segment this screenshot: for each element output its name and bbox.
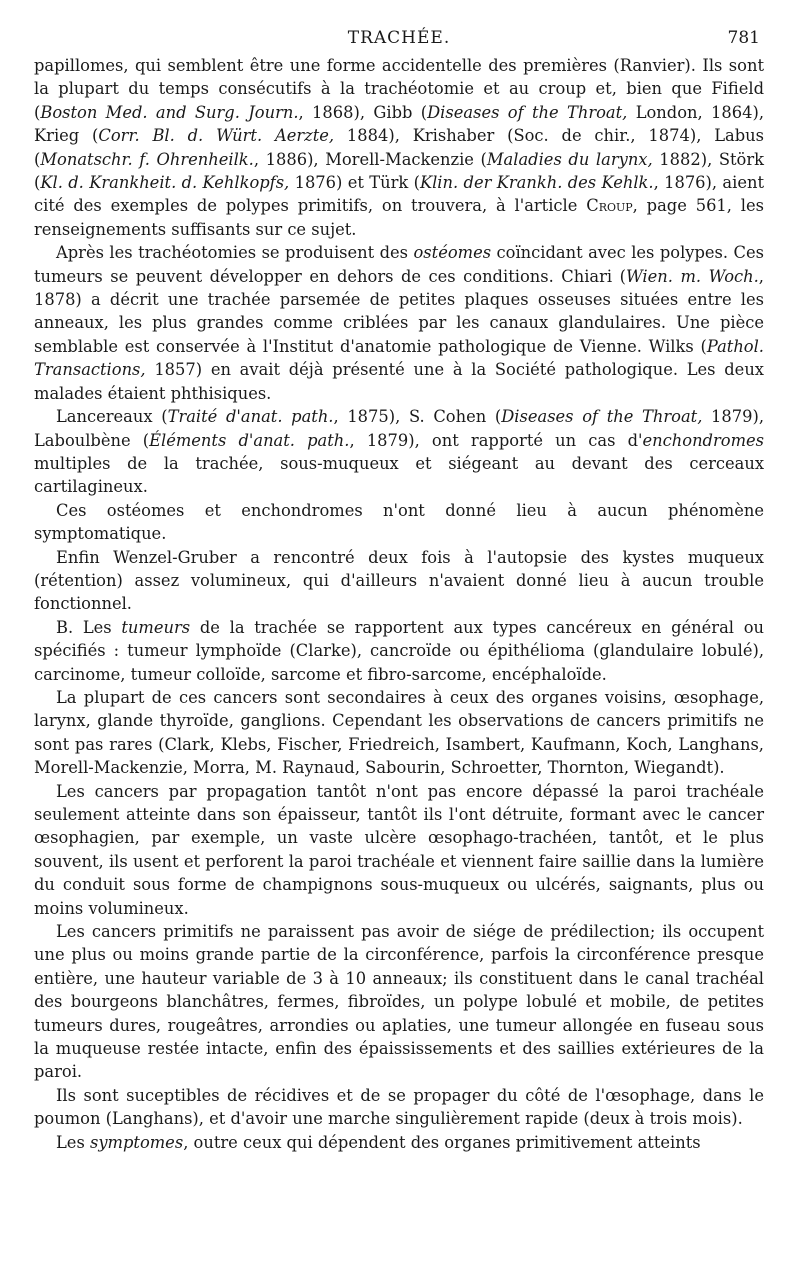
text-run: Les cancers par propagation tantôt n'ont pas encore dépassé la paroi trachéale seulement atteinte dans son épaisseur, tantôt ils l'ont détruite, formant avec le cancer œsophagien, par exemple, un vaste ulcère œsophago-trachéen, tantôt, et le plus souvent, ils usent et perforent la paroi trachéale et viennent faire saillie dans la lumière du conduit sous forme de champignons sous-muqueux ou ulcérés, saignants, plus ou moins volumineux. <box>34 781 764 918</box>
text-run: , 1875), S. Cohen ( <box>333 407 502 427</box>
italic-run: Monatschr. f. Ohrenheilk. <box>40 149 254 169</box>
italic-run: Corr. Bl. d. Würt. Aerzte, <box>98 126 335 146</box>
text-run: , 1868), Gibb ( <box>298 102 428 122</box>
italic-run: ostéomes <box>413 243 492 263</box>
italic-run: Wien. m. Woch. <box>625 266 759 286</box>
text-run: Lancereaux ( <box>56 407 168 427</box>
text-run: , 1876), aient cité des exemples de polypes primitifs, on trouvera, à l'article <box>34 173 764 216</box>
paragraph-p11 <box>34 1131 764 1154</box>
paragraph-p9 <box>34 920 764 1084</box>
text-run: coïncidant avec les polypes. Ces tumeurs se peuvent développer en dehors de ces conditions. Chiari ( <box>34 243 764 286</box>
body-text <box>34 54 764 1154</box>
text-run: , 1886), Morell-Mackenzie ( <box>253 149 487 169</box>
text-run: 1879), Laboulbène ( <box>34 407 764 450</box>
text-run: Après les trachéotomies se produisent des <box>56 243 414 263</box>
text-run: Ils sont suceptibles de récidives et de se propager du côté de l'œsophage, dans le poumon (Langhans), et d'avoir une marche singulièrement rapide (deux à trois mois). <box>34 1085 764 1129</box>
paragraph-p2 <box>34 241 764 405</box>
italic-run: Maladies du larynx, <box>486 149 653 169</box>
paragraph-p6 <box>34 616 764 686</box>
italic-run: symptomes <box>89 1132 184 1152</box>
chapter-title: TRACHÉE. <box>347 28 451 48</box>
page-number: 781 <box>727 28 760 48</box>
text-run: London, 1864), Krieg ( <box>34 102 764 146</box>
paragraph-p3 <box>34 405 764 499</box>
text-run: , 1878) a décrit une trachée parsemée de petites plaques osseuses situées entre les anneaux, les plus grandes comme criblées par les canaux glandulaires. Une pièce semblable est conservée à l'Institut d'anatomie pathologique de Vienne. Wilks ( <box>34 266 764 356</box>
italic-run: Boston Med. and Surg. Journ. <box>40 102 299 122</box>
italic-run: Pathol. Transactions, <box>34 336 764 380</box>
paragraph-p4 <box>34 499 764 546</box>
small-caps-run: Croup <box>586 196 633 216</box>
text-run: de la trachée se rapportent aux types cancéreux en général ou spécifiés : tumeur lymphoïde (Clarke), cancroïde ou épithélioma (glandulaire lobulé), carcinome, tumeur colloïde, sarcome et fibro-sarcome, encéphaloïde. <box>34 617 764 684</box>
text-run: 1857) en avait déjà présenté une à la Société pathologique. Les deux malades étaient phthisiques. <box>34 360 764 403</box>
italic-run: enchondromes <box>642 430 764 450</box>
text-run: Ces ostéomes et enchondromes n'ont donné lieu à aucun phénomène symptomatique. <box>34 500 764 544</box>
text-run: 1882), Störk ( <box>34 149 764 193</box>
italic-run: Traité d'anat. path. <box>167 407 334 427</box>
italic-run: Éléments d'anat. path. <box>149 430 350 450</box>
italic-run: Klin. der Krankh. des Kehlk. <box>419 173 654 193</box>
italic-run: Diseases of the Throat, <box>501 407 703 427</box>
paragraph-p7 <box>34 686 764 780</box>
text-run: 1876) et Türk ( <box>289 173 420 193</box>
text-run: La plupart de ces cancers sont secondaires à ceux des organes voisins, œsophage, larynx, glande thyroïde, ganglions. Cependant les observations de cancers primitifs ne sont pas rares (Clark, Klebs, Fischer, Friedreich, Isambert, Kaufmann, Koch, Langhans, Morell-Mackenzie, Morra, M. Raynaud, Sabourin, Schroetter, Thornton, Wiegandt). <box>34 687 764 778</box>
running-head <box>34 28 764 54</box>
italic-run: Diseases of the Throat, <box>427 102 628 122</box>
text-run: Enfin Wenzel-Gruber a rencontré deux fois à l'autopsie des kystes muqueux (rétention) assez volumineux, qui d'ailleurs n'avaient donné lieu à aucun trouble fonctionnel. <box>34 547 764 614</box>
italic-run: Kl. d. Krankheit. d. Kehlkopfs, <box>40 173 290 193</box>
text-run: Les <box>56 1132 90 1152</box>
text-run: 1884), Krishaber (Soc. de chir., 1874), Labus ( <box>34 126 764 169</box>
text-run: B. Les <box>56 617 122 637</box>
paragraph-p1 <box>34 54 764 241</box>
text-run: papillomes, qui semblent être une forme accidentelle des premières (Ranvier). Ils sont la plupart du temps consécutifs à la trachéotomie et au croup et, bien que Fifield ( <box>34 56 764 122</box>
text-run: , outre ceux qui dépendent des organes primitivement atteints <box>183 1132 701 1152</box>
text-run: , page 561, les renseignements suffisants sur ce sujet. <box>34 196 764 239</box>
text-run: multiples de la trachée, sous-muqueux et siégeant au devant des cerceaux cartilagineux. <box>34 453 764 497</box>
paragraph-p5 <box>34 546 764 616</box>
paragraph-p10 <box>34 1084 764 1131</box>
text-run: Les cancers primitifs ne paraissent pas avoir de siége de prédilection; ils occupent une plus ou moins grande partie de la circonférence, parfois la circonférence presque entière, une hauteur variable de 3 à 10 anneaux; ils constituent dans le canal trachéal des bourgeons blanchâtres, fermes, fibroïdes, un polype lobulé et mobile, de petites tumeurs dures, rougeâtres, arrondies ou aplaties, une tumeur allongée en fuseau sous la muqueuse restée intacte, enfin des épaississements et des saillies extérieures de la paroi. <box>34 922 764 1082</box>
paragraph-p8 <box>34 780 764 920</box>
italic-run: tumeurs <box>121 617 191 637</box>
text-run: , 1879), ont rapporté un cas d' <box>349 430 643 450</box>
